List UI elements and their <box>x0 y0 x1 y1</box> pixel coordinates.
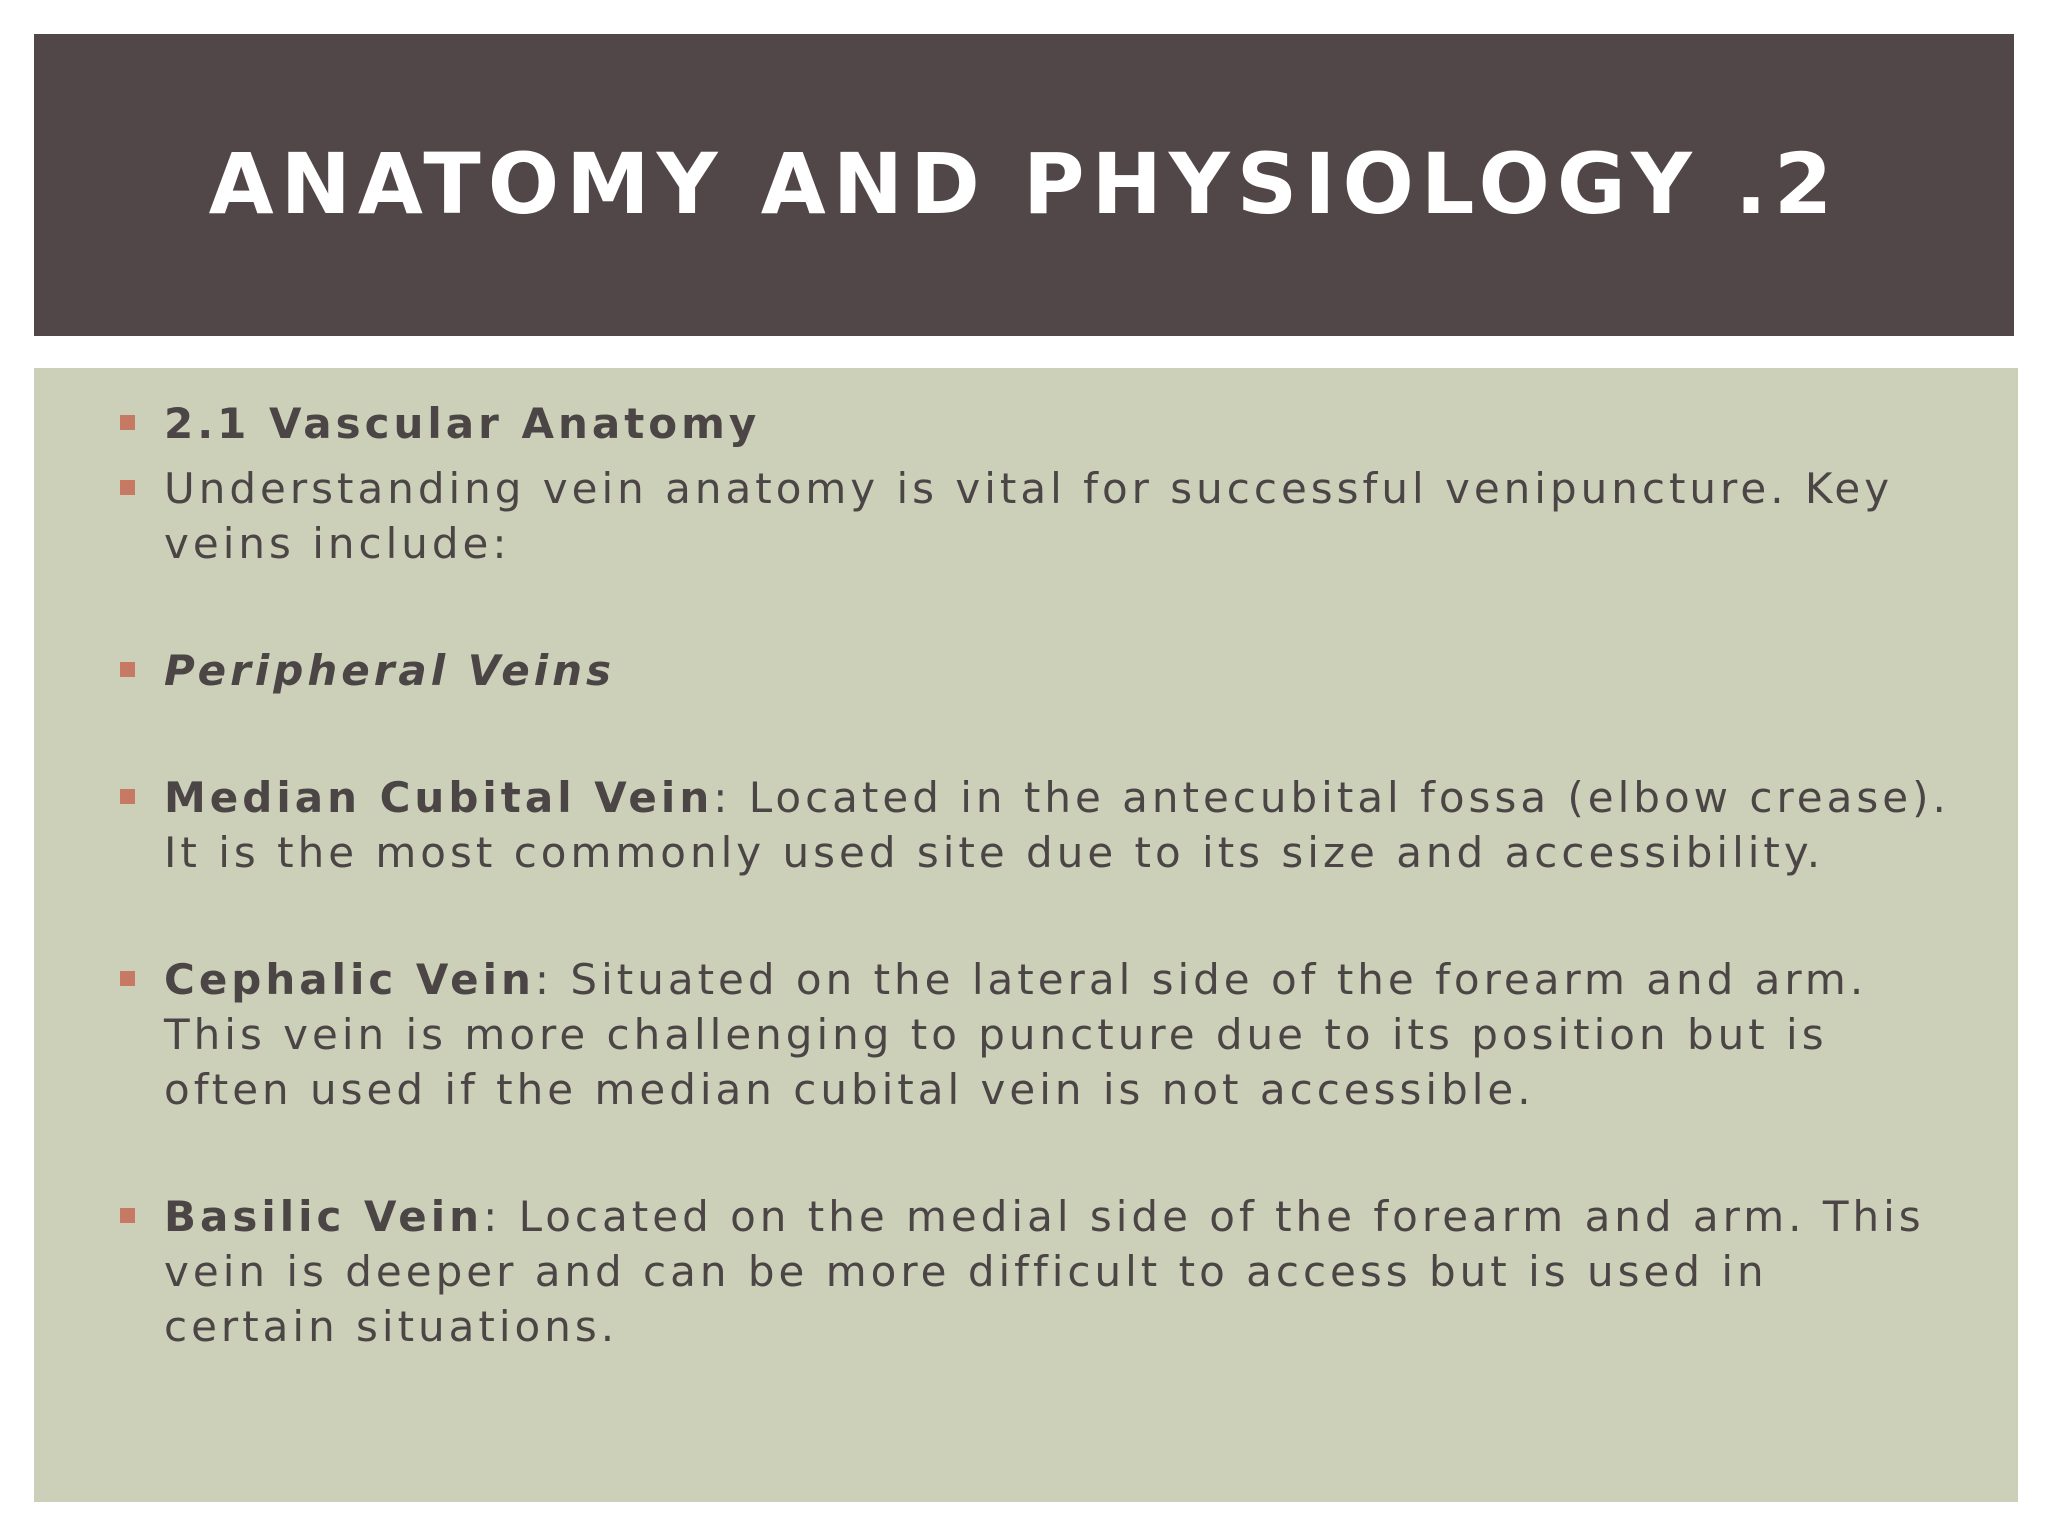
vein-description: Located in the antecubital fossa (elbow crease). It is the most commonly used site due to its size and accessibility. <box>164 773 1950 877</box>
list-item <box>34 461 2018 571</box>
slide-title: ANATOMY AND PHYSIOLOGY .2 <box>208 135 1840 233</box>
content-panel <box>34 368 2018 1502</box>
list-item <box>34 770 2018 880</box>
vein-description: Located on the medial side of the forearm and arm. This vein is deeper and can be more difficult to access but is used in certain situations. <box>164 1192 1925 1351</box>
square-bullet-icon <box>120 480 135 495</box>
list-item <box>34 1189 2018 1354</box>
term-separator: : <box>713 773 732 822</box>
section-heading: 2.1 Vascular Anatomy <box>164 399 761 448</box>
square-bullet-icon <box>120 415 135 430</box>
vein-description: Situated on the lateral side of the forearm and arm. This vein is more challenging to puncture due to its position but is often used if the median cubital vein is not accessible. <box>164 955 1868 1114</box>
square-bullet-icon <box>120 662 135 677</box>
list-item <box>34 952 2018 1117</box>
square-bullet-icon <box>120 1208 135 1223</box>
intro-text: Understanding vein anatomy is vital for successful venipuncture. Key veins include: <box>164 464 1894 568</box>
vein-term: Cephalic Vein <box>164 955 535 1004</box>
vein-term: Median Cubital Vein <box>164 773 714 822</box>
bullet-list <box>34 396 2018 1354</box>
term-separator: : <box>534 955 554 1004</box>
term-separator: : <box>483 1192 502 1241</box>
list-item <box>34 396 2018 451</box>
square-bullet-icon <box>120 971 135 986</box>
title-bar <box>34 34 2014 336</box>
list-item <box>34 643 2018 698</box>
subsection-heading: Peripheral Veins <box>164 646 616 695</box>
vein-term: Basilic Vein <box>164 1192 484 1241</box>
square-bullet-icon <box>120 789 135 804</box>
